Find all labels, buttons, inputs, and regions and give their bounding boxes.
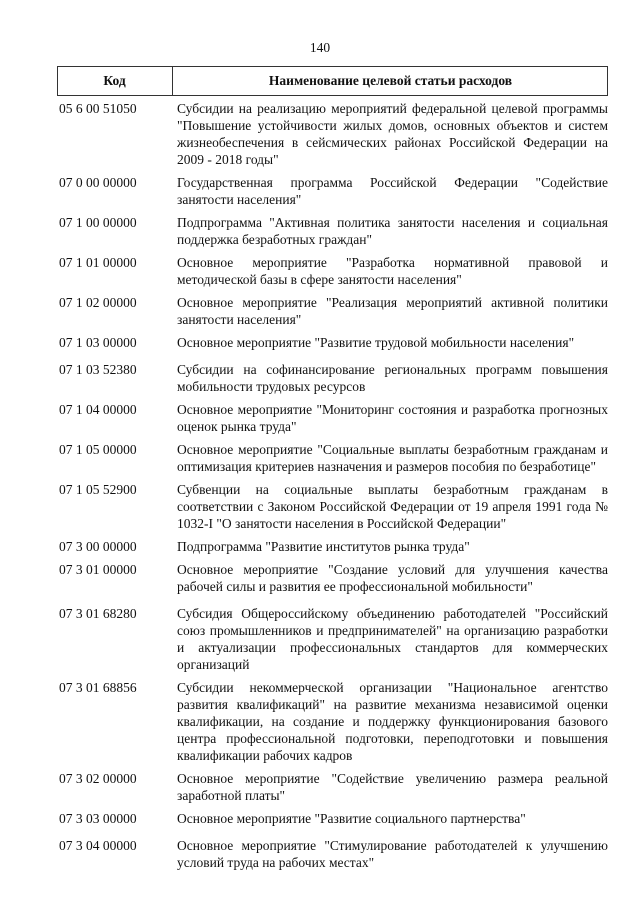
row-name: Подпрограмма "Активная политика занятости населения и социальная поддержка безработных граждан"	[177, 215, 608, 247]
table-row	[57, 294, 608, 328]
table-row	[57, 334, 608, 351]
table-row	[57, 538, 608, 555]
row-name: Основное мероприятие "Стимулирование работодателей к улучшению условий труда на рабочих местах"	[177, 838, 608, 870]
header-left-border	[57, 67, 58, 95]
table-row	[57, 837, 608, 871]
row-code: 05 6 00 51050	[59, 101, 137, 116]
row-name: Подпрограмма "Развитие институтов рынка труда"	[177, 539, 470, 554]
row-name: Субсидии на софинансирование региональных программ повышения мобильности трудовых ресурсов	[177, 362, 608, 394]
header-code: Код	[57, 67, 173, 95]
row-name: Основное мероприятие "Развитие социального партнерства"	[177, 811, 526, 826]
row-name: Субсидии на реализацию мероприятий федеральной целевой программы "Повышение устойчивости жилых домов, основных объектов и систем жизнеобеспечения в сейсмических районах Российской Федерации на 2009 - 2018 годы"	[177, 101, 608, 167]
row-name: Основное мероприятие "Социальные выплаты безработным гражданам и оптимизация критериев назначения и размеров пособия по безработице"	[177, 442, 608, 474]
table-row	[57, 810, 608, 827]
table-row	[57, 605, 608, 673]
table-row	[57, 214, 608, 248]
table-row	[57, 361, 608, 395]
expense-table	[57, 66, 608, 877]
row-code: 07 3 01 68280	[59, 606, 137, 621]
row-code: 07 1 03 00000	[59, 335, 137, 350]
row-name: Субсидия Общероссийскому объединению работодателей "Российский союз промышленников и предпринимателей" на организацию разработки и актуализации профессиональных стандартов для коммерческих организаций	[177, 606, 608, 672]
row-name: Основное мероприятие "Мониторинг состояния и разработка прогнозных оценок рынка труда"	[177, 402, 608, 434]
table-row	[57, 770, 608, 804]
table-row	[57, 679, 608, 764]
row-code: 07 3 02 00000	[59, 771, 137, 786]
row-code: 07 1 05 00000	[59, 442, 137, 457]
row-name: Государственная программа Российской Федерации "Содействие занятости населения"	[177, 175, 608, 207]
table-header	[57, 66, 608, 96]
row-code: 07 1 04 00000	[59, 402, 137, 417]
row-code: 07 3 00 00000	[59, 539, 137, 554]
row-code: 07 1 05 52900	[59, 482, 137, 497]
table-row	[57, 481, 608, 532]
row-code: 07 1 02 00000	[59, 295, 137, 310]
row-code: 07 3 04 00000	[59, 838, 137, 853]
header-name: Наименование целевой статьи расходов	[268, 73, 513, 88]
row-name: Субсидии некоммерческой организации "Национальное агентство развития квалификаций" на развитие механизма независимой оценки квалификации, на создание и поддержку функционирования базового центра профессиональной подготовки, переподготовки и повышения квалификации рабочих кадров	[177, 680, 608, 763]
table-row	[57, 401, 608, 435]
row-name: Основное мероприятие "Разработка нормативной правовой и методической базы в сфере занятости населения"	[177, 255, 608, 287]
table-row	[57, 441, 608, 475]
row-name: Основное мероприятие "Содействие увеличению размера реальной заработной платы"	[177, 771, 608, 803]
row-code: 07 3 01 68856	[59, 680, 137, 695]
row-name: Основное мероприятие "Реализация мероприятий активной политики занятости населения"	[177, 295, 608, 327]
page-number: 140	[309, 40, 331, 55]
table-body	[57, 100, 608, 871]
row-code: 07 1 00 00000	[59, 215, 137, 230]
row-code: 07 1 03 52380	[59, 362, 137, 377]
row-name: Субвенции на социальные выплаты безработным гражданам в соответствии с Законом Российской Федерации от 19 апреля 1991 года № 1032-I "О занятости населения в Российской Федерации"	[177, 482, 608, 531]
table-row	[57, 100, 608, 168]
row-code: 07 3 01 00000	[59, 562, 137, 577]
row-name: Основное мероприятие "Развитие трудовой мобильности населения"	[177, 335, 575, 350]
row-code: 07 1 01 00000	[59, 255, 137, 270]
row-name: Основное мероприятие "Создание условий для улучшения качества рабочей силы и развития ее профессиональной мобильности"	[177, 562, 608, 594]
table-row	[57, 254, 608, 288]
header-right-border	[607, 67, 608, 95]
table-row	[57, 561, 608, 595]
row-code: 07 0 00 00000	[59, 175, 137, 190]
table-row	[57, 174, 608, 208]
row-code: 07 3 03 00000	[59, 811, 137, 826]
